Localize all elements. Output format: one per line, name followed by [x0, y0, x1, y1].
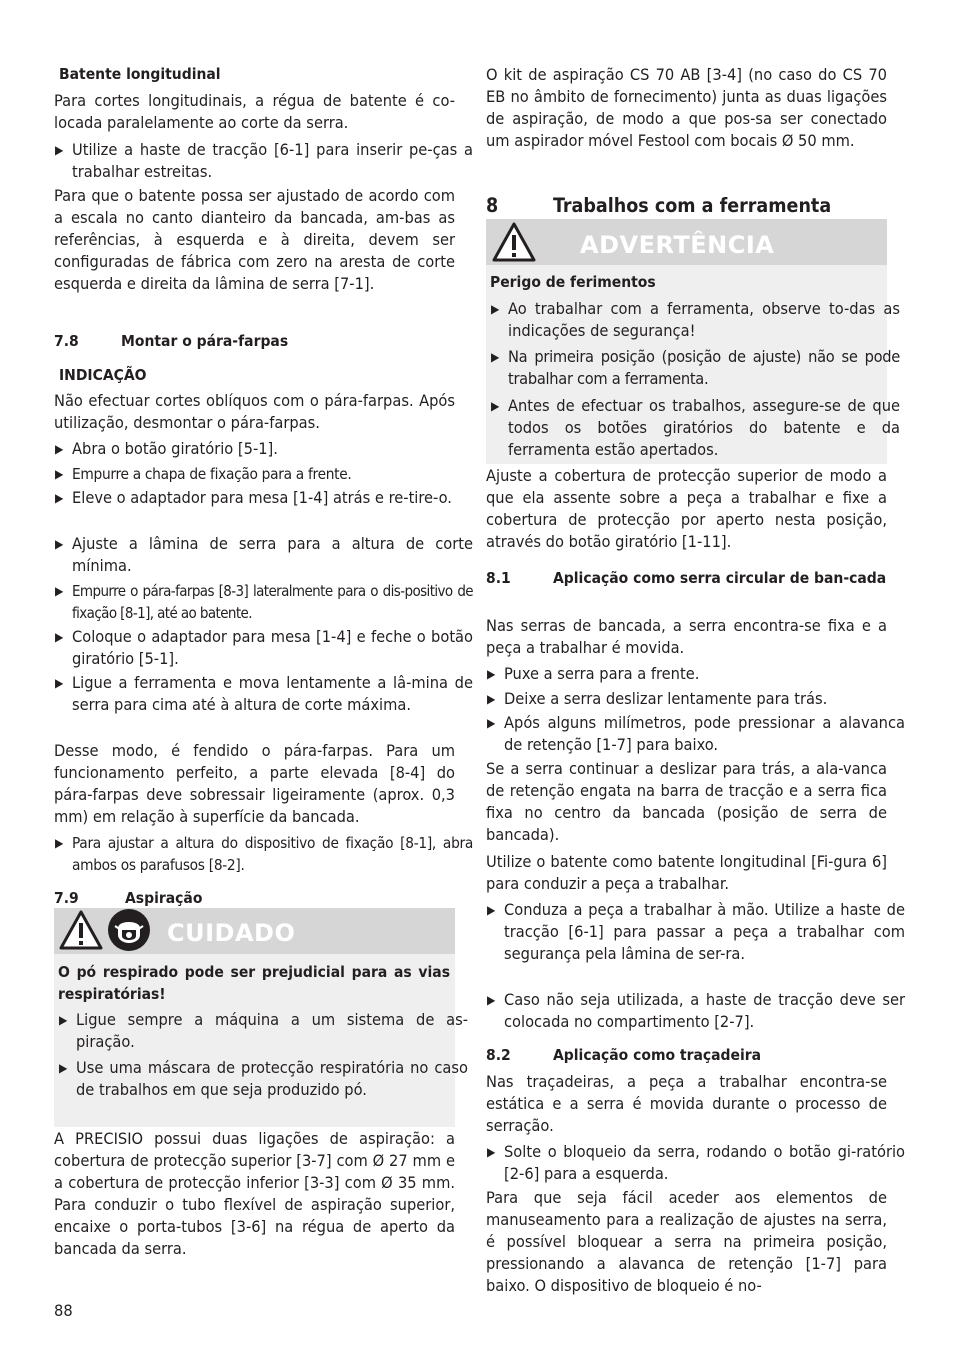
batente-bullet-1: ▶ Utilize a haste de tracção [6-1] para inserir pe-ças a trabalhar estreitas.	[54, 139, 473, 183]
list-item: ▶ Na primeira posição (posição de ajuste) não se pode trabalhar com a ferramenta.	[490, 346, 900, 390]
page-number: 88	[54, 1301, 73, 1320]
advertencia-title: ADVERTÊNCIA	[580, 231, 775, 259]
section-7-8-paragraph-2: Desse modo, é fendido o pára-farpas. Para um funcionamento perfeito, a parte elevada [8-4] do pára-farpas deve sobressair ligeiramente (aprox. 0,3 mm) em relação à superfície da bancada.	[54, 741, 455, 826]
section-8-1-paragraph-3: Utilize o batente como batente longitudinal [Fi-gura 6] para conduzir a peça a trabalhar.	[486, 852, 887, 893]
section-title: Montar o pára-farpas	[121, 332, 289, 350]
cuidado-warning: O pó respirado pode ser prejudicial para as vias respiratórias!	[58, 963, 450, 1003]
batente-paragraph-1: Para cortes longitudinais, a régua de batente é co-locada paralelamente ao corte da serra.	[54, 91, 455, 132]
section-number: 7.9	[54, 889, 79, 907]
kit-paragraph: O kit de aspiração CS 70 AB [3-4] (no caso do CS 70 EB no âmbito de fornecimento) junta as duas ligações de aspiração, de modo a que pos-sa ser conectado um aspirador móvel Festool com bocais Ø 50 mm.	[486, 65, 887, 150]
list-item: ▶ Antes de efectuar os trabalhos, assegure-se de que todos os botões giratórios do batente e da ferramenta estão apertados.	[490, 395, 900, 461]
section-number: 7.8	[54, 332, 79, 350]
section-title: Aspiração	[125, 889, 203, 907]
section-8-1-heading	[486, 567, 887, 589]
section-8-heading	[486, 194, 887, 218]
warning-triangle-icon	[491, 221, 537, 263]
section-8-2-paragraph-2: Para que seja fácil aceder aos elementos de manuseamento para a realização de ajustes na serra, é possível bloquear a serra na primeira posição, pressionando a alavanca de retenção [1-7] para baixo. O dispositivo de bloqueio é no-	[486, 1188, 887, 1295]
list-item: ▶ Eleve o adaptador para mesa [1-4] atrás e re-tire-o.	[54, 487, 473, 509]
list-item: ▶ Ligue sempre a máquina a um sistema de as-piração.	[58, 1009, 468, 1053]
list-item: ▶ Ajuste a lâmina de serra para a altura de corte mínima.	[54, 533, 473, 577]
perigo-label: Perigo de ferimentos	[490, 273, 656, 291]
section-title: Trabalhos com a ferramenta	[553, 194, 832, 217]
list-item: ▶ Conduza a peça a trabalhar à mão. Utilize a haste de tracção [6-1] para passar a peça a trabalhar com segurança pela lâmina de ser-ra.	[486, 899, 905, 965]
section-7-8-heading	[54, 330, 455, 352]
section-8-paragraph: Ajuste a cobertura de protecção superior de modo a que ela assente sobre a peça a trabalhar e fixe a cobertura de protecção por aperto nesta posição, através do botão giratório [1-11].	[486, 466, 887, 551]
list-item: ▶ Puxe a serra para a frente.	[486, 663, 905, 685]
list-item: ▶ Abra o botão giratório [5-1].	[54, 438, 473, 460]
list-item: ▶ Empurre a chapa de fixação para a frente.	[54, 463, 473, 485]
warning-triangle-icon	[58, 909, 104, 951]
list-item: ▶ Ao trabalhar com a ferramenta, observe to-das as indicações de segurança!	[490, 298, 900, 342]
list-item: ▶ Após alguns milímetros, pode pressionar a alavanca de retenção [1-7] para baixo.	[486, 712, 905, 756]
section-8-2-heading	[486, 1044, 887, 1066]
section-8-2-paragraph-1: Nas traçadeiras, a peça a trabalhar encontra-se estática e a serra é movida durante o processo de serração.	[486, 1072, 887, 1135]
list-item: ▶ Solte o bloqueio da serra, rodando o botão gi-ratório [2-6] para a esquerda.	[486, 1141, 905, 1185]
list-item: ▶ Ligue a ferramenta e mova lentamente a lâ-mina de serra para cima até à altura de corte máxima.	[54, 672, 473, 716]
section-number: 8.1	[486, 569, 511, 587]
list-item: ▶ Coloque o adaptador para mesa [1-4] e feche o botão giratório [5-1].	[54, 626, 473, 670]
section-7-8-paragraph-1: Não efectuar cortes oblíquos com o pára-farpas. Após utilização, desmontar o pára-farpas.	[54, 391, 455, 432]
list-item: ▶ Empurre o pára-farpas [8-3] lateralmente para o dis-positivo de fixação [8-1], até ao batente.	[54, 580, 473, 624]
list-item: ▶ Caso não seja utilizada, a haste de tracção deve ser colocada no compartimento [2-7].	[486, 989, 905, 1033]
section-7-9-paragraph: A PRECISIO possui duas ligações de aspiração: a cobertura de protecção superior [3-7] com Ø 27 mm e a cobertura de protecção inferior [3-3] com Ø 35 mm. Para conduzir o tubo flexível de aspiração superior, encaixe o porta-tubos [3-6] na régua de aperto da bancada da serra.	[54, 1129, 455, 1258]
batente-heading: Batente longitudinal	[59, 65, 221, 83]
section-7-9-heading	[54, 887, 455, 909]
list-item: ▶ Deixe a serra deslizar lentamente para trás.	[486, 688, 905, 710]
section-number: 8	[486, 194, 499, 217]
section-title: Aplicação como traçadeira	[553, 1046, 762, 1064]
batente-paragraph-2: Para que o batente possa ser ajustado de acordo com a escala no canto dianteiro da bancada, am-bas as referências, à esquerda e à direita, devem ser configuradas de fábrica com zero na aresta de corte esquerda e direita da lâmina de serra [7-1].	[54, 186, 455, 293]
respirator-mask-icon	[107, 908, 151, 952]
section-title: Aplicação como serra circular de ban-cada	[553, 569, 887, 587]
list-item: ▶ Use uma máscara de protecção respiratória no caso de trabalhos em que seja produzido pó.	[58, 1057, 468, 1101]
section-8-1-paragraph-2: Se a serra continuar a deslizar para trás, a ala-vanca de retenção engata na barra de tracção e a serra fica fixa no centro da bancada (posição de serra de bancada).	[486, 759, 887, 844]
indicacao-label: INDICAÇÃO	[59, 366, 147, 384]
section-number: 8.2	[486, 1046, 511, 1064]
section-8-1-paragraph-1: Nas serras de bancada, a serra encontra-se fixa e a peça a trabalhar é movida.	[486, 616, 887, 657]
cuidado-title: CUIDADO	[167, 919, 296, 947]
list-item: ▶ Para ajustar a altura do dispositivo de fixação [8-1], abra ambos os parafusos [8-2].	[54, 832, 473, 876]
